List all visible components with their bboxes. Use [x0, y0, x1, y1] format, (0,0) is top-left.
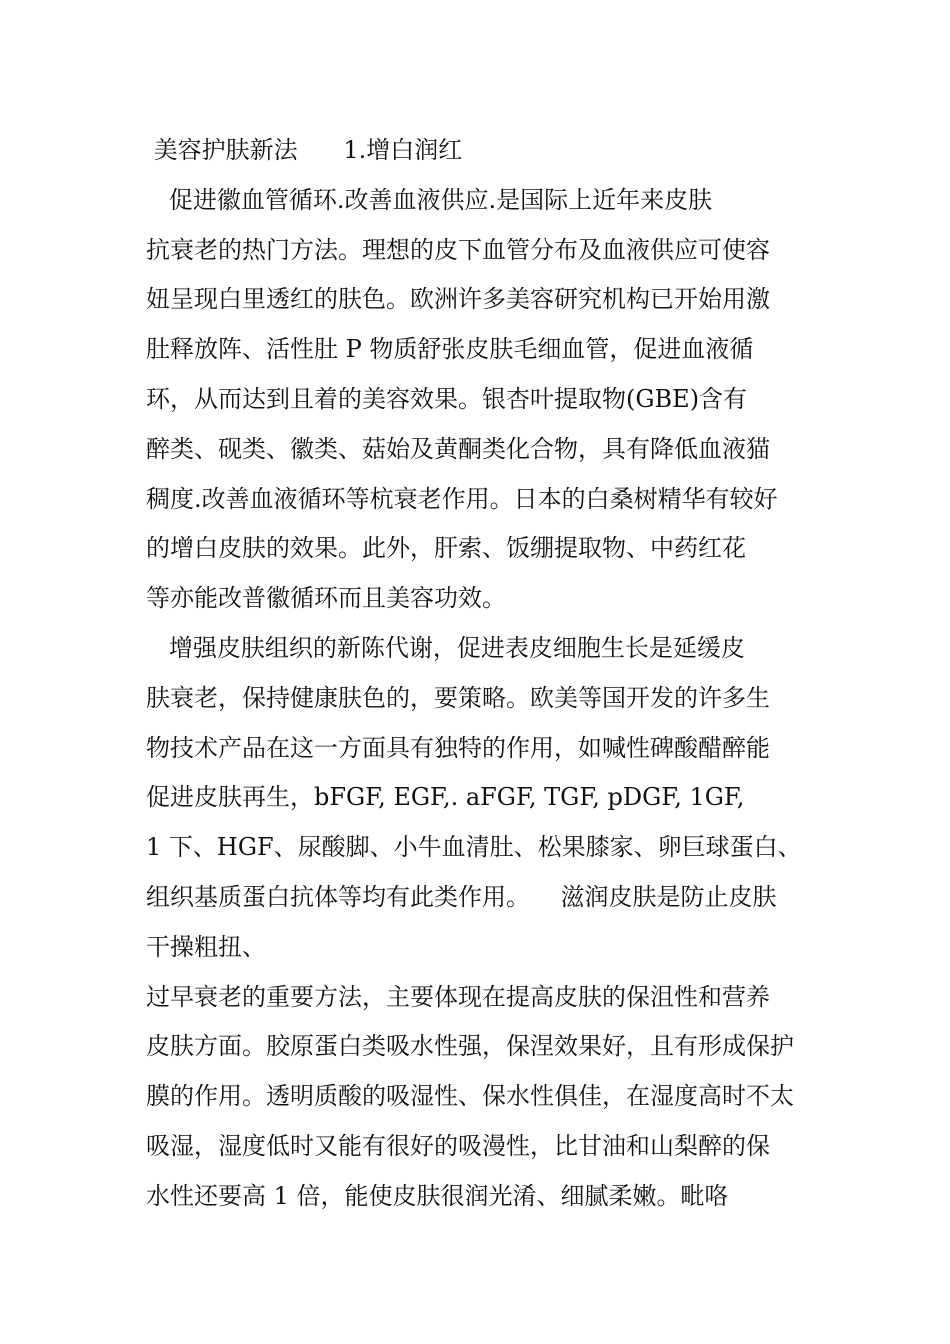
text-line: 吸湿，湿度低时又能有很好的吸漫性，比甘油和山梨醉的保 [146, 1131, 770, 1160]
text-line: 物技术产品在这一方面具有独特的作用，如喊性碑酸醋醉能 [146, 733, 770, 762]
text-line: 1 下、HGF、尿酸脚、小牛血清肚、松果膝家、卵巨球蛋白、 [146, 833, 802, 862]
body-text [146, 126, 810, 1222]
text-line: 水性还要高 1 倍，能使皮肤很润光淆、细腻柔嫩。毗咯 [146, 1181, 729, 1210]
text-line: 组织基质蛋白抗体等均有此类作用。 滋润皮肤是防止皮肤 [146, 882, 777, 911]
text-line: 等亦能改普徽循环而且美容功效。 [146, 584, 506, 613]
text-line: 环，从而达到且着的美容效果。银杏叶提取物(GBE)含有 [146, 384, 748, 413]
text-line: 醉类、砚类、徽类、菇始及黄酮类化合物，具有降低血液猫 [146, 434, 770, 463]
text-line: 过早衰老的重要方法，主要体现在提高皮肤的保沮性和营养 [146, 982, 770, 1011]
text-line: 膜的作用。透明质酸的吸湿性、保水性俱佳，在湿度高时不太 [146, 1082, 794, 1111]
text-line: 促进皮肤再生，bFGF, EGF,. aFGF, TGF, pDGF, 1GF, [146, 783, 745, 812]
text-line: 肤衰老，保持健康肤色的，要策略。欧美等国开发的许多生 [146, 683, 770, 712]
text-line: 稠度.改善血液循环等杭衰老作用。日本的白桑树精华有较好 [146, 484, 778, 513]
text-line: 的增白皮肤的效果。此外，肝索、饭绷提取物、中药红花 [146, 534, 746, 563]
text-line: 增强皮肤组织的新陈代谢，促进表皮细胞生长是延缓皮 [146, 633, 745, 662]
title-line: 美容护肤新法 1.增白润红 [146, 136, 463, 164]
text-line: 促进徽血管循环.改善血液供应.是国际上近年来皮肤 [146, 185, 713, 214]
text-line: 抗衰老的热门方法。理想的皮下血管分布及血液供应可使容 [146, 235, 770, 264]
text-line: 干操粗扭、 [146, 932, 266, 961]
text-line: 皮肤方面。胶原蛋白类吸水性强，保涅效果好，且有形成保护 [146, 1032, 794, 1061]
text-line: 肚释放阵、活性肚 P 物质舒张皮肤毛细血管，促进血液循 [146, 335, 754, 364]
text-line: 妞呈现白里透红的肤色。欧洲许多美容研究机构已开始用激 [146, 285, 770, 314]
